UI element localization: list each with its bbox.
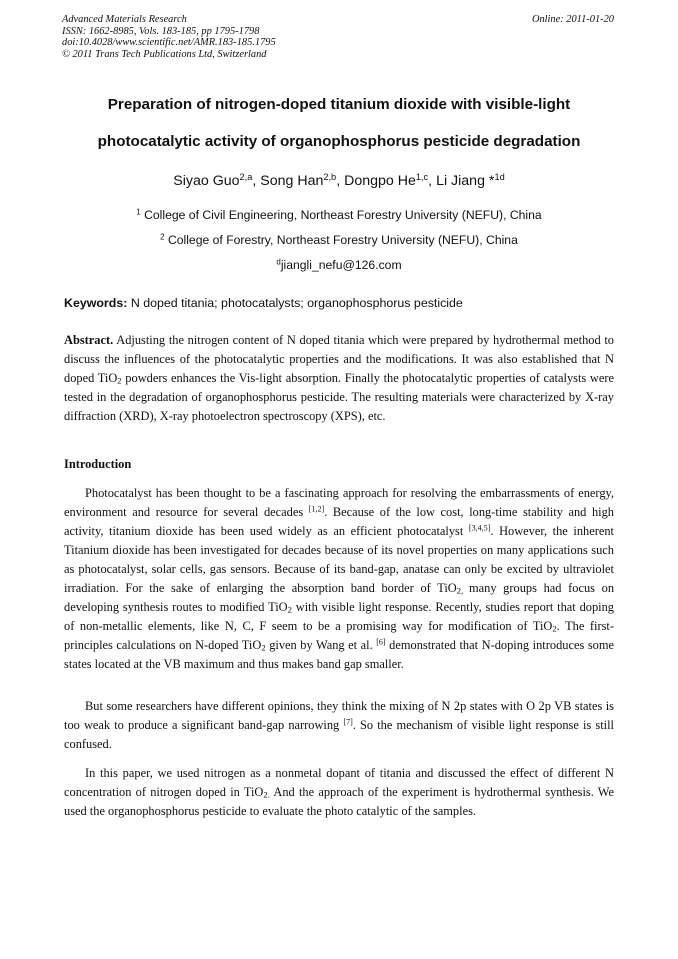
paragraph-text: given by Wang et al. xyxy=(265,638,377,652)
paragraph-text: But some researchers have different opinions, they think the mixing of N 2p states with O 2p VB states is too weak to produce a significant band-gap narrowing xyxy=(64,699,614,732)
paragraph-text: Photocatalyst has been thought to be a fascinating approach for resolving the embarrassments of energy, environment and resource for several decades xyxy=(64,486,614,519)
author-separator: , xyxy=(336,173,345,189)
paragraph-text: . Because of the low cost, long-time stability and high activity, titanium dioxide has been used widely as an efficient photocatalyst xyxy=(64,505,614,538)
author-name: Li Jiang * xyxy=(436,173,495,189)
author-name: Song Han xyxy=(260,173,324,189)
paragraph-text: with visible light response. Recently, studies report that doping of non-metallic elements, like N, C, F seem to be a promising way for modification of TiO xyxy=(64,600,614,633)
intro-paragraph-3 xyxy=(64,764,614,821)
paragraph-text: many groups had focus on developing synthesis routes to modified TiO xyxy=(64,581,615,614)
doi-line: doi:10.4028/www.scientific.net/AMR.183-185.1795 xyxy=(62,37,276,49)
introduction-heading: Introduction xyxy=(64,457,132,471)
affiliation-mark: 2 xyxy=(160,232,165,242)
subscript: 2, xyxy=(456,585,469,596)
affiliation-mark: 1 xyxy=(136,207,141,217)
paragraph-text: And the approach of the experiment is hydrothermal synthesis. We used the organophosphorus pesticide to evaluate the photo catalytic of the samples. xyxy=(64,785,614,818)
subscript: 2 xyxy=(552,623,557,634)
issn-line: ISSN: 1662-8985, Vols. 183-185, pp 1795-1798 xyxy=(62,25,260,37)
paragraph-text: demonstrated that N-doping introduces some states located at the VB maximum and thus makes band gap smaller. xyxy=(64,638,614,671)
author-name: Siyao Guo xyxy=(173,173,240,189)
abstract xyxy=(64,331,614,426)
author-separator: , xyxy=(252,173,261,189)
affiliation-text: College of Civil Engineering, Northeast Forestry University (NEFU), China xyxy=(144,208,542,222)
subscript: 2 xyxy=(287,604,292,615)
paragraph-text: . So the mechanism of visible light response is still confused. xyxy=(64,718,614,751)
citation: [6] xyxy=(376,637,386,647)
paragraph-text: . However, the inherent Titanium dioxide has been investigated for decades because of its novel properties on many applications such as photocatalyst, solar cells, gas sensors. Because of its band-gap, anatase can only be excited by ultraviolet irradiation. For the sake of enlarging the absorption band border of TiO xyxy=(64,524,614,595)
subscript: 2 xyxy=(261,642,266,653)
email-mark: d xyxy=(276,257,281,267)
journal-header xyxy=(62,14,276,60)
keywords-text: N doped titania; photocatalysts; organophosphorus pesticide xyxy=(130,296,463,310)
paragraph-text: . The first-principles calculations on N-doped TiO xyxy=(64,619,614,652)
journal-name: Advanced Materials Research xyxy=(62,14,187,25)
subscript: 2. xyxy=(263,789,270,800)
author-name: Dongpo He xyxy=(344,173,416,189)
abstract-label: Abstract. xyxy=(64,333,114,347)
author-affiliation-mark: 2,a xyxy=(239,171,253,182)
email-address: jiangli_nefu@126.com xyxy=(280,258,402,272)
copyright-line: © 2011 Trans Tech Publications Ltd, Switzerland xyxy=(62,48,267,60)
affiliation-2 xyxy=(40,233,638,247)
intro-paragraph-1 xyxy=(64,484,614,674)
citation: [7] xyxy=(343,717,353,727)
keywords-label: Keywords: xyxy=(64,296,128,310)
abstract-text: powders enhances the Vis-light absorption. Finally the photocatalytic properties of catalysts were tested in the degradation of organophosphorus pesticide. The resulting materials were characterized by X-ray diffraction (XRD), X-ray photoelectron spectroscopy (XPS), etc. xyxy=(64,371,614,423)
intro-paragraph-2 xyxy=(64,697,614,754)
affiliation-1 xyxy=(40,208,638,222)
author-separator: , xyxy=(428,173,437,189)
online-date: Online: 2011-01-20 xyxy=(531,14,614,25)
citation: [1,2] xyxy=(308,504,325,514)
paper-title-line-1: Preparation of nitrogen-doped titanium dioxide with visible-light xyxy=(107,96,571,113)
paragraph-text: In this paper, we used nitrogen as a nonmetal dopant of titania and discussed the effect of different N concentration of nitrogen doped in TiO xyxy=(64,766,614,799)
contact-email xyxy=(40,258,638,272)
keywords xyxy=(64,296,624,310)
author-affiliation-mark: 1,c xyxy=(415,171,429,182)
author-affiliation-mark: 1d xyxy=(494,171,505,182)
paper-title-line-2: photocatalytic activity of organophosphorus pesticide degradation xyxy=(97,133,581,150)
author-list xyxy=(40,173,638,189)
abstract-text: Adjusting the nitrogen content of N doped titania which were prepared by hydrothermal method to discuss the influences of the photocatalytic properties and the modifications. It was also established that N doped TiO xyxy=(64,333,615,385)
affiliation-text: College of Forestry, Northeast Forestry University (NEFU), China xyxy=(167,233,518,247)
citation: [3,4,5] xyxy=(468,523,491,533)
author-affiliation-mark: 2,b xyxy=(323,171,337,182)
subscript: 2 xyxy=(117,375,122,386)
